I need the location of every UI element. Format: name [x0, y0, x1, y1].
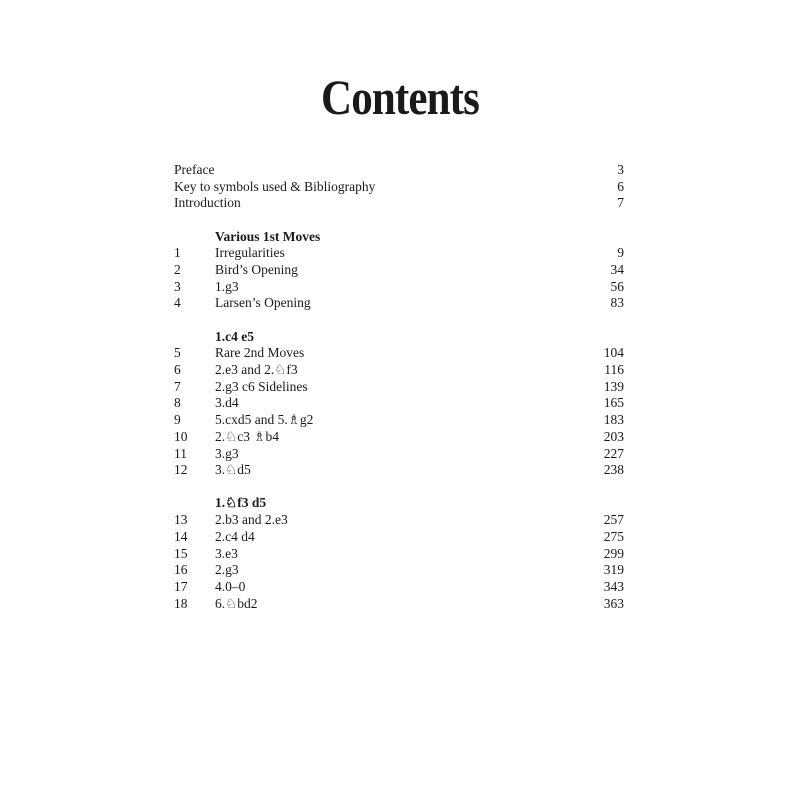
chapter-number: 3 [174, 278, 181, 294]
toc-chapter-row [174, 295, 624, 312]
section-heading: Various 1st Moves [215, 228, 321, 244]
toc-chapter-row [174, 245, 624, 262]
toc-chapter-row [174, 412, 624, 429]
section-spacer [174, 479, 624, 496]
chapter-title: Larsen’s Opening [215, 295, 311, 311]
chapter-title: 1.g3 [215, 278, 239, 294]
toc-entry-preface [174, 162, 624, 179]
chapter-number: 12 [174, 462, 188, 478]
chapter-number: 10 [174, 428, 188, 444]
toc-entry-label: Introduction [174, 195, 241, 211]
chapter-page: 363 [603, 595, 624, 611]
chapter-page: 56 [610, 278, 624, 294]
toc-entry-key-to-symbols [174, 179, 624, 196]
chapter-number: 15 [174, 545, 188, 561]
toc-chapter-row [174, 446, 624, 463]
chapter-page: 34 [610, 262, 624, 278]
toc-chapter-row [174, 345, 624, 362]
toc-entry-label: Preface [174, 162, 215, 177]
chapter-title: 6.♘bd2 [215, 595, 258, 611]
chapter-title: 2.e3 and 2.♘f3 [215, 362, 298, 378]
toc-entry-page: 7 [617, 195, 624, 211]
chapter-page: 139 [603, 378, 624, 394]
chapter-number: 2 [174, 262, 181, 278]
chapter-title: 2.g3 [215, 562, 239, 578]
section-spacer [174, 212, 624, 229]
chapter-number: 11 [174, 445, 187, 461]
chapter-number: 6 [174, 362, 181, 378]
chapter-page: 183 [603, 412, 624, 428]
chapter-number: 1 [174, 245, 181, 261]
toc-chapter-row [174, 596, 624, 613]
chapter-number: 8 [174, 395, 181, 411]
toc-entry-page: 6 [617, 178, 624, 194]
chapter-number: 18 [174, 595, 188, 611]
chapter-number: 16 [174, 562, 188, 578]
chapter-title: 2.c4 d4 [215, 528, 255, 544]
section-heading: 1.♘f3 d5 [215, 495, 267, 511]
toc-entry-page: 3 [617, 162, 624, 177]
page-title: Contents [321, 69, 479, 125]
chapter-title: 2.g3 c6 Sidelines [215, 378, 308, 394]
toc-chapter-row [174, 362, 624, 379]
chapter-title: 2.b3 and 2.e3 [215, 512, 288, 528]
chapter-title: Bird’s Opening [215, 262, 298, 278]
chapter-page: 275 [603, 528, 624, 544]
toc-chapter-row [174, 279, 624, 296]
chapter-page: 238 [603, 462, 624, 478]
chapter-page: 83 [610, 295, 624, 311]
chapter-title: 2.♘c3 ♗b4 [215, 428, 279, 444]
chapter-title: 3.♘d5 [215, 462, 251, 478]
section-spacer [174, 312, 624, 329]
chapter-page: 203 [603, 428, 624, 444]
chapter-page: 165 [603, 395, 624, 411]
toc-chapter-row [174, 395, 624, 412]
chapter-title: Rare 2nd Moves [215, 345, 305, 361]
toc-chapter-row [174, 462, 624, 479]
toc-chapter-row [174, 546, 624, 563]
chapter-page: 9 [617, 245, 624, 261]
chapter-title: 3.g3 [215, 445, 239, 461]
toc-entry-label: Key to symbols used & Bibliography [174, 178, 376, 194]
chapter-page: 116 [604, 362, 624, 378]
toc-chapter-row [174, 262, 624, 279]
chapter-page: 299 [603, 545, 624, 561]
chapter-title: 3.d4 [215, 395, 239, 411]
chapter-page: 319 [603, 562, 624, 578]
toc-chapter-row [174, 529, 624, 546]
chapter-title: 4.0–0 [215, 578, 246, 594]
chapter-page: 257 [603, 512, 624, 528]
chapter-page: 227 [603, 445, 624, 461]
chapter-title: Irregularities [215, 245, 285, 261]
toc-chapter-row [174, 379, 624, 396]
chapter-title: 3.e3 [215, 545, 238, 561]
toc-chapter-row [174, 429, 624, 446]
section-heading: 1.c4 e5 [215, 328, 254, 344]
toc-entry-introduction [174, 195, 624, 212]
chapter-page: 343 [603, 578, 624, 594]
toc-chapter-row [174, 579, 624, 596]
chapter-number: 5 [174, 345, 181, 361]
chapter-number: 9 [174, 412, 181, 428]
toc-chapter-row [174, 562, 624, 579]
chapter-number: 17 [174, 578, 188, 594]
table-of-contents [174, 162, 624, 612]
chapter-number: 14 [174, 528, 188, 544]
chapter-title: 5.cxd5 and 5.♗g2 [215, 412, 314, 428]
chapter-number: 7 [174, 378, 181, 394]
chapter-page: 104 [603, 345, 624, 361]
chapter-number: 4 [174, 295, 181, 311]
chapter-number: 13 [174, 512, 188, 528]
toc-chapter-row [174, 512, 624, 529]
